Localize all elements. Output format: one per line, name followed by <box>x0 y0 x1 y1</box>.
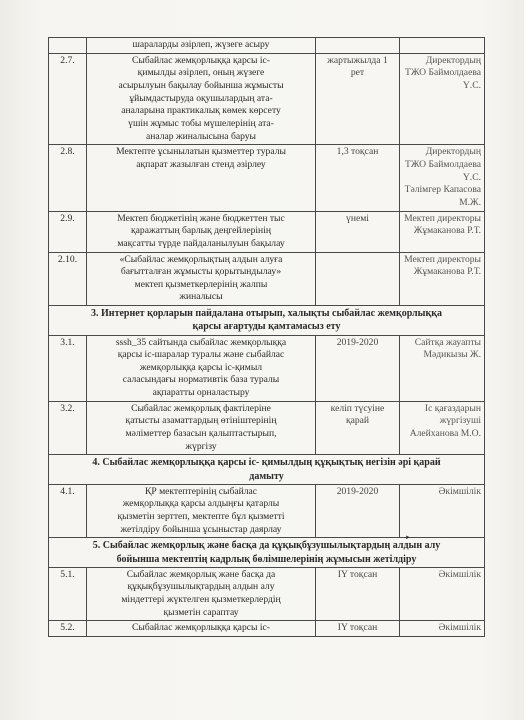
item-action <box>87 38 316 54</box>
item-action <box>87 211 316 252</box>
action-line: Сыбайлас жемқорлық фактілеріне <box>131 402 271 414</box>
term-line: келіп түсуіне <box>330 402 385 414</box>
resp-line: Тәлімгер Капасова <box>404 184 481 196</box>
item-responsible <box>400 621 485 637</box>
table-row <box>49 484 485 538</box>
resp-line: Алейханова М.О. <box>409 428 481 440</box>
item-action <box>87 567 316 621</box>
item-action <box>87 145 316 211</box>
resp-line: Ү.С. <box>462 171 481 183</box>
section-row <box>49 306 485 335</box>
resp-line: ТЖО Баймолдаева <box>404 67 481 79</box>
item-responsible <box>400 252 485 306</box>
section-row <box>49 538 485 567</box>
action-line: асырылуын бақылау бойынша жұмысты <box>118 79 284 91</box>
resp-line: Мәдикызы Ж. <box>423 349 481 361</box>
item-number: 2.10. <box>49 252 87 306</box>
table-row <box>49 38 485 54</box>
action-line: аналар жиналысына баруы <box>146 130 256 142</box>
item-action <box>87 621 316 637</box>
item-term <box>316 38 400 54</box>
item-term <box>316 252 400 306</box>
resp-line: Жұмаканова Р.Т. <box>413 266 481 278</box>
item-action <box>87 252 316 306</box>
action-line: ақпарат жазылған стенд әзірлеу <box>136 158 266 170</box>
item-term <box>316 484 400 538</box>
item-action <box>87 401 316 455</box>
action-line: ақпаратты орналастыру <box>152 387 250 399</box>
action-line: міндеттері жүктелген қызметкерлердің <box>121 594 281 606</box>
action-line: саласындағы нормативтік база туралы <box>122 374 280 386</box>
action-line: қатысты азаматтардың өтініштерінің <box>125 415 277 427</box>
item-term <box>316 335 400 401</box>
action-line: Сыбайлас жемқорлыққа қарсы іс- <box>132 622 270 634</box>
action-line: жемқорлыққа қарсы алдыңғы қатарлы <box>122 498 280 510</box>
text-line: 4. Сыбайлас жемқорлыққа қарсы іс- қимылдың құқықтық негізін әрі қарай <box>92 457 441 469</box>
resp-line: Әкімшілік <box>438 622 481 634</box>
item-number <box>49 38 87 54</box>
table-row <box>49 252 485 306</box>
item-term <box>316 145 400 211</box>
item-number: 3.2. <box>49 401 87 455</box>
term-line: 2019-2020 <box>336 485 379 497</box>
term-line: жартыжылда 1 <box>327 54 388 66</box>
action-line: қызметін сараптау <box>163 606 239 618</box>
action-line: қарсы іс-шаралар туралы және сыбайлас <box>117 349 285 361</box>
section-heading <box>49 306 485 335</box>
item-number: 5.1. <box>49 567 87 621</box>
action-line: қызметін зерттеп, мектепте бұл қызметті <box>117 511 285 523</box>
action-line: қаражаттың барлық деңгейлерінің <box>131 225 271 237</box>
term-line: рет <box>350 67 365 79</box>
item-action <box>87 335 316 401</box>
text-line: бойынша мектептің кадрлық бөлімшелерінің жұмысын жетілдіру <box>116 553 417 565</box>
item-responsible <box>400 38 485 54</box>
resp-line: Мектеп директоры <box>404 253 481 265</box>
table-row <box>49 211 485 252</box>
text-line: қарсы ағартуды қамтамасыз ету <box>192 321 341 333</box>
term-line: 1,3 тоқсан <box>336 146 379 158</box>
resp-line: Іс қағаздарын <box>424 402 481 414</box>
item-number: 2.9. <box>49 211 87 252</box>
section-row <box>49 455 485 484</box>
action-line: жүргізу <box>185 440 217 452</box>
item-number: 3.1. <box>49 335 87 401</box>
action-line: Мектеп бюджетінің және бюджеттен тыс <box>117 212 285 224</box>
item-term <box>316 621 400 637</box>
action-line: мектеп қызметкерлерінің жалпы <box>134 278 268 290</box>
resp-line: жүргізуші <box>439 415 481 427</box>
item-number: 2.8. <box>49 145 87 211</box>
term-line: IY тоқсан <box>337 568 378 580</box>
term-line: қарай <box>345 415 370 427</box>
text-line: 5. Сыбайлас жемқорлық және басқа да құқықбұзушылықтардың алдын алу <box>92 540 441 552</box>
action-line: мақсатты түрде пайдаланылуын бақылау <box>117 237 285 249</box>
action-line: Мектепте ұсынылатын қызметтер туралы <box>116 146 286 158</box>
resp-line: Әкімшілік <box>438 485 481 497</box>
item-action <box>87 53 316 145</box>
action-line: қимылды әзірлеп, оның жүзеге <box>137 67 265 79</box>
table-row <box>49 401 485 455</box>
action-line: мәліметтер базасын қалыптастырып, <box>125 428 277 440</box>
item-responsible <box>400 211 485 252</box>
table-row <box>49 567 485 621</box>
section-heading <box>49 455 485 484</box>
item-responsible <box>400 567 485 621</box>
resp-line: Сайтқа жауапты <box>414 336 481 348</box>
item-responsible <box>400 335 485 401</box>
table-row <box>49 145 485 211</box>
item-responsible <box>400 145 485 211</box>
action-line: бағытталған жұмысты қорытындылау» <box>120 266 282 278</box>
resp-line: ТЖО Баймолдаева <box>404 158 481 170</box>
item-responsible <box>400 401 485 455</box>
plan-table <box>48 37 485 637</box>
action-line: аналарына практикалық көмек көрсету <box>121 105 281 117</box>
resp-line: М.Ж. <box>459 196 481 208</box>
table-row <box>49 335 485 401</box>
action-line: жетілдіру бойынша ұсыныстар даярлау <box>120 523 282 535</box>
action-line: үшін жұмыс тобы мүшелерінің ата- <box>128 117 274 129</box>
section-heading <box>49 538 485 567</box>
action-line: Сыбайлас жемқорлық және басқа да <box>126 568 276 580</box>
action-line: «Сыбайлас жемқорлықтың алдын алуға <box>119 253 283 265</box>
resp-line: Директордың <box>425 146 481 158</box>
action-line: жемқорлыққа қарсы іс-қимыл <box>139 361 263 373</box>
item-term <box>316 567 400 621</box>
item-term <box>316 53 400 145</box>
item-responsible <box>400 484 485 538</box>
action-line: Сыбайлас жемқорлыққа қарсы іс- <box>132 54 270 66</box>
resp-line: Әкімшілік <box>438 568 481 580</box>
table-row <box>49 53 485 145</box>
action-line: sssh_35 сайтында сыбайлас жемқорлыққа <box>115 336 287 348</box>
plan-table-body <box>49 38 485 637</box>
term-line: үнемі <box>346 212 369 224</box>
item-number: 4.1. <box>49 484 87 538</box>
term-line: IY тоқсан <box>337 622 378 634</box>
resp-line: Директордың <box>425 54 481 66</box>
item-term <box>316 401 400 455</box>
item-number: 2.7. <box>49 53 87 145</box>
item-number: 5.2. <box>49 621 87 637</box>
text-line: 3. Интернет қорларын пайдалана отырып, халықты сыбайлас жемқорлыққа <box>91 308 442 320</box>
item-responsible <box>400 53 485 145</box>
action-line: құқықбұзушылықтардың алдын алу <box>127 581 275 593</box>
action-line: ұйымдастыруда оқушылардың ата- <box>129 92 273 104</box>
arrow-mark-icon: ► <box>405 535 411 541</box>
term-line: 2019-2020 <box>336 336 379 348</box>
resp-line: Ү.С. <box>462 79 481 91</box>
resp-line: Жұмаканова Р.Т. <box>413 225 481 237</box>
action-line: жиналысы <box>179 291 223 303</box>
table-row <box>49 621 485 637</box>
item-term <box>316 211 400 252</box>
action-line: шараларды әзірлеп, жүзеге асыру <box>132 39 270 50</box>
item-action <box>87 484 316 538</box>
text-line: дамыту <box>249 470 284 482</box>
resp-line: Мектеп директоры <box>404 212 481 224</box>
action-line: ҚР мектептерінің сыбайлас <box>144 485 258 497</box>
